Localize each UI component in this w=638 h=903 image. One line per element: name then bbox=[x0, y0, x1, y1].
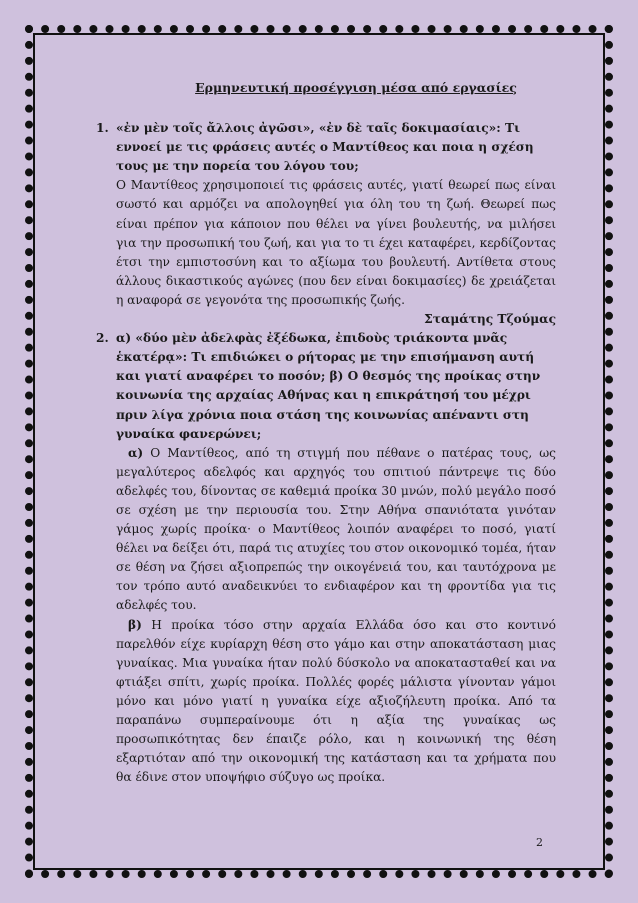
answer-2a-label: α) bbox=[128, 445, 144, 460]
question-1-number: 1. bbox=[96, 121, 109, 136]
answer-2b-text: Η προίκα τόσο στην αρχαία Ελλάδα όσο και στο κοντινό παρελθόν είχε κυρίαρχη θέση στο γάμο και στην αποκατάσταση μιας γυναίκας. Μια γυναίκα ήταν πολύ δύσκολο να αποκατασταθεί και να φτιάξει σπίτι, χωρίς προίκα. Πολλές φορές μάλιστα γίνονταν γάμοι μόνο και μόνο γιατί η γυναίκα είχε αξιοζήλευτη προίκα. Από τα παραπάνω συμπεραίνουμε ότι η αξία της γυναίκας ως προσωπικότητας δεν έπαιζε ρόλο, και η κοινωνική της θέση εξαρτιόταν από την οικονομική της κατάσταση και τα χρήματα που θα έδινε στον υποψήφιο σύζυγο ως προίκα. bbox=[116, 617, 556, 785]
page-title: Ερμηνευτική προσέγγιση μέσα από εργασίες bbox=[195, 80, 517, 95]
question-1-block bbox=[96, 119, 556, 329]
document-body bbox=[96, 78, 556, 787]
question-2 bbox=[96, 329, 556, 444]
answer-2b-label: β) bbox=[128, 617, 142, 632]
answer-1-text: Ο Μαντίθεος χρησιμοποιεί τις φράσεις αυτές, γιατί θεωρεί πως είναι σωστό και αρμόζει να απολογηθεί για όλη του τη ζωή. Θεωρεί πως είναι πρέπον για κάποιον που θέλει να γίνει βουλευτής, να μιλήσει για την προσωπική του ζωή, και για το τι έχει καταφέρει, κερδίζοντας έτσι την εμπιστοσύνη και το αξίωμα του βουλευτή. Αντίθετα στους άλλους δικαστικούς αγώνες (που δεν είναι δοκιμασίες) δε χρειάζεται η αναφορά σε γεγονότα της προσωπικής ζωής. bbox=[116, 178, 556, 307]
question-1 bbox=[96, 119, 556, 176]
question-2-number: 2. bbox=[96, 331, 109, 346]
question-2-text: α) «δύο μὲν ἀδελφὰς ἐξέδωκα, ἐπιδοὺς τριάκοντα μνᾶς ἑκατέρᾳ»: Τι επιδιώκει ο ρήτορας με την επισήμανση αυτή και γιατί αναφέρει το ποσόν; β) Ο θεσμός της προίκας στην κοινωνία της αρχαίας Αθήνας και η επικράτησή του μέχρι πριν λίγα χρόνια ποια στάση της κοινωνίας απέναντι στη γυναίκα φανερώνει; bbox=[116, 331, 541, 441]
author-signature: Σταμάτης Τζούμας bbox=[424, 312, 556, 327]
answer-2 bbox=[116, 444, 556, 788]
answer-2b bbox=[116, 616, 556, 788]
question-2-block bbox=[96, 329, 556, 787]
answer-2a-text: Ο Μαντίθεος, από τη στιγμή που πέθανε ο πατέρας τους, ως μεγαλύτερος αδελφός και αρχηγός του σπιτιού πάντρεψε τις δύο αδελφές του, δίνοντας σε καθεμιά προίκα 30 μνών, πολύ μεγάλο ποσό σε σχέση με την περιουσία του. Στην Αθήνα σπανιότατα γινόταν γάμος χωρίς προίκα· ο Μαντίθεος λοιπόν αναφέρει το ποσό, γιατί θέλει να δείξει ότι, παρά τις ατυχίες του στον οικονομικό τομέα, ήταν σε θέση να ζήσει αξιοπρεπώς την οικογένειά του, και ταυτόχρονα με τον τρόπο αυτό αναδεικνύει το ενδιαφέρον και τη φροντίδα για τις αδελφές του. bbox=[116, 445, 557, 613]
answer-1 bbox=[116, 176, 556, 310]
answer-2a bbox=[116, 444, 556, 616]
page-number: 2 bbox=[536, 836, 543, 849]
question-1-text: «ἐν μὲν τοῖς ἄλλοις ἀγῶσι», «ἐν δὲ ταῖς δοκιμασίαις»: Τι εννοεί με τις φράσεις αυτές ο Μαντίθεος και ποια η σχέση τους με την πορεία του λόγου του; bbox=[116, 121, 534, 174]
